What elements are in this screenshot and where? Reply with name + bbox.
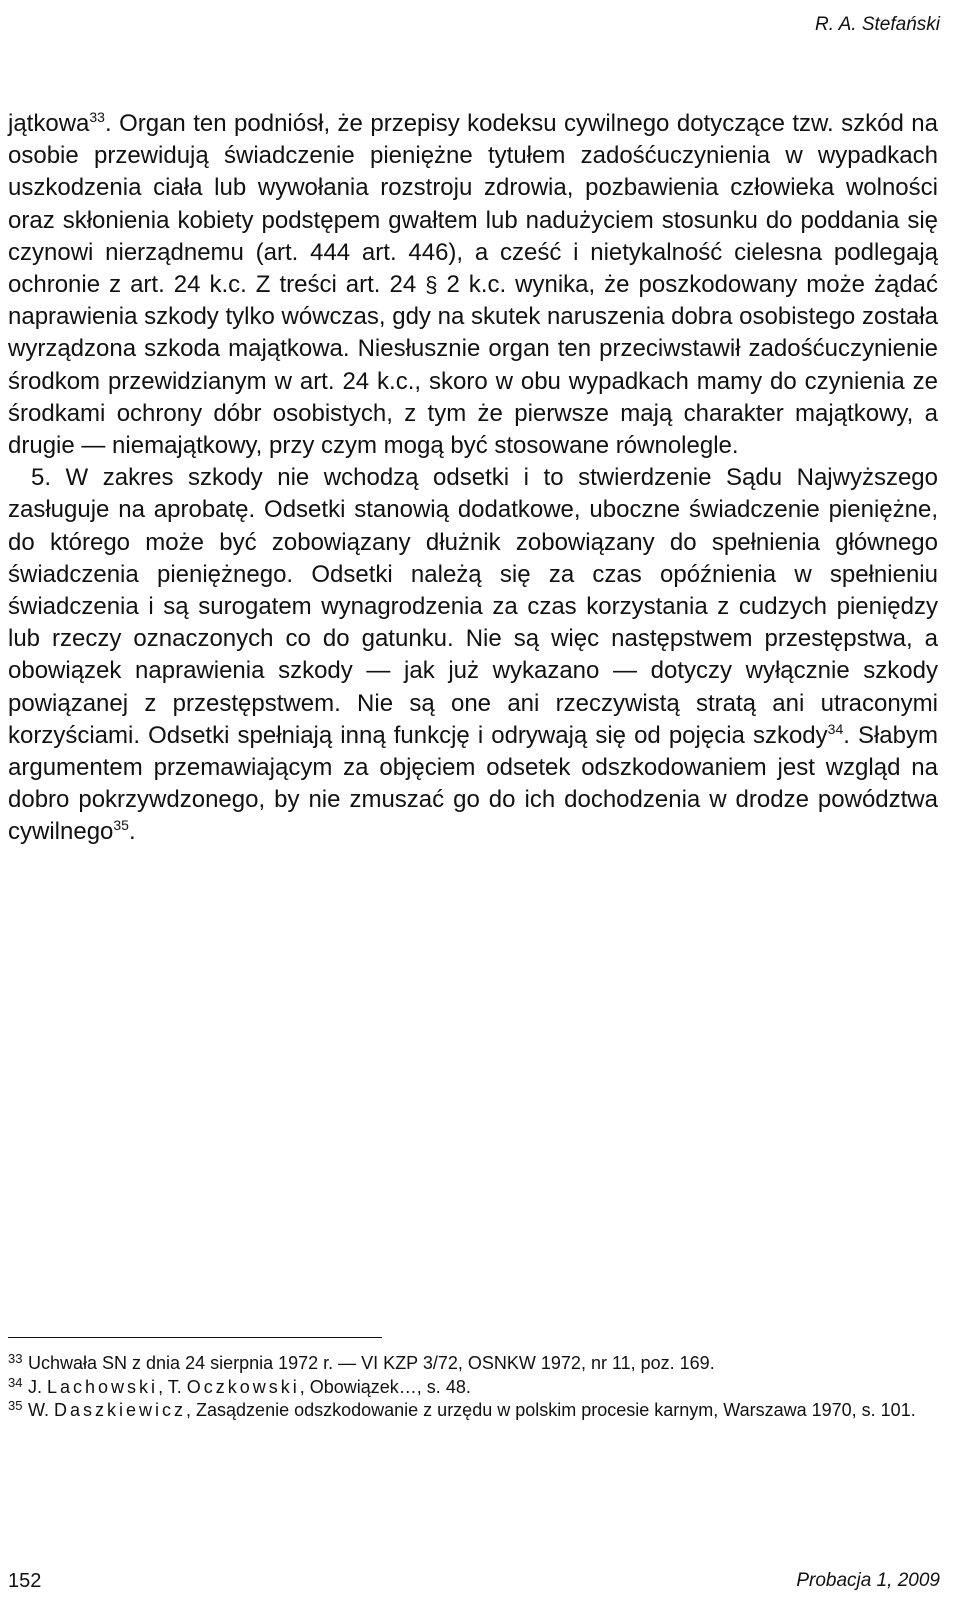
page-number: 152 <box>8 1570 42 1592</box>
paragraph-2 <box>8 462 938 848</box>
running-footer-journal: Probacja 1, 2009 <box>796 1570 940 1591</box>
paragraph-text: 2 k.c. wynika, że poszkodowany może żądać naprawienia szkody tylko wówczas, gdy na skutek naruszenia dobra osobistego została wyrządzona szkoda majątkowa. Niesłusznie organ ten przeciwstawił zadośćuczynienie środkom przewidzianym w art. 24 k.c., skoro w obu wypadkach mamy do czynienia ze środkami ochrony dóbr osobistych, z tym że pierwsze mają charakter majątkowy, a drugie — niemajątkowy, przy czym mogą być stosowane równolegle. <box>8 271 939 460</box>
footnote-number: 35 <box>8 1398 23 1413</box>
paragraph-text: . Organ ten podniósł, że przepisy kodeksu cywilnego dotyczące tzw. szkód na osobie przewidują świadczenie pieniężne tytułem zadośćuczynienia w wypadkach uszkodzenia ciała lub wywołania rozstroju zdrowia, pozbawienia człowieka wolności oraz skłonienia kobiety podstępem gwałtem lub nadużyciem stosunku do poddania się czynowi nierządnemu (art. 444 art. 446), a cześć i nietykalność cielesna podlegają ochronie z art. 24 k.c. Z treści art. 24 <box>8 110 938 299</box>
footnote-author: Oczkowski <box>186 1376 300 1397</box>
footnote-ref-33[interactable]: 33 <box>89 109 105 125</box>
footnote-number: 33 <box>8 1351 23 1366</box>
main-text <box>8 108 938 849</box>
footnote-fragment: , Obowiązek…, s. 48. <box>299 1376 471 1397</box>
footnote-fragment: , T. <box>158 1376 187 1397</box>
footnote-33 <box>8 1352 938 1376</box>
footnote-separator <box>8 1337 382 1338</box>
footnote-ref-34[interactable]: 34 <box>827 720 844 737</box>
footnote-34 <box>8 1376 938 1400</box>
footnote-author: Daszkiewicz <box>54 1400 187 1420</box>
footnote-ref-35[interactable]: 35 <box>113 817 129 834</box>
running-header-author: R. A. Stefański <box>815 14 940 35</box>
footnote-fragment: J. <box>28 1376 48 1397</box>
paragraph-1 <box>8 108 938 462</box>
footnotes <box>8 1352 938 1423</box>
paragraph-text: . Słabym argumentem przemawiającym za objęciem odsetek odszkodowaniem jest wzgląd na dobro pokrzywdzonego, by nie zmuszać go do ich dochodzenia w drodze powództwa cywilnego <box>8 721 938 846</box>
footnote-35 <box>8 1399 938 1423</box>
footnote-number: 34 <box>8 1374 23 1390</box>
paragraph-text: 5. W zakres szkody nie wchodzą odsetki i to stwierdzenie Sądu Najwyższego zasługuje na aprobatę. Odsetki stanowią dodatkowe, uboczne świadczenie pieniężne, do którego może być zobowiązany dłużnik zobowiązany do spełnienia głównego świadczenia pieniężnego. Odsetki należą się za czas opóźnienia w spełnieniu świadczenia i są surogatem wynagrodzenia za czas korzystania z cudzych pieniędzy lub rzeczy oznaczonych co do gatunku. Nie są więc następstwem przestępstwa, a obowiązek naprawienia szkody — jak już wykazano — dotyczy wyłącznie szkody powiązanej z przestępstwem. Nie są one ani rzeczywistą stratą ani utraconymi korzyściami. Odsetki spełniają inną funkcję i odrywają się od pojęcia szkody <box>8 464 938 749</box>
paragraph-text: . <box>128 818 136 846</box>
footnote-fragment: W. <box>28 1400 54 1420</box>
footnote-fragment: , Zasądzenie odszkodowanie z urzędu w polskim procesie karnym, Warszawa 1970, s. 101. <box>186 1400 916 1420</box>
paragraph-text: jątkowa <box>8 110 90 137</box>
footnote-text: Uchwała SN z dnia 24 sierpnia 1972 r. — VI KZP 3/72, OSNKW 1972, nr 11, poz. 169. <box>28 1353 715 1373</box>
section-sign: § <box>425 272 438 298</box>
footnote-text <box>28 1376 938 1400</box>
footnote-text <box>28 1399 938 1423</box>
footnote-author: Lachowski <box>47 1376 159 1397</box>
